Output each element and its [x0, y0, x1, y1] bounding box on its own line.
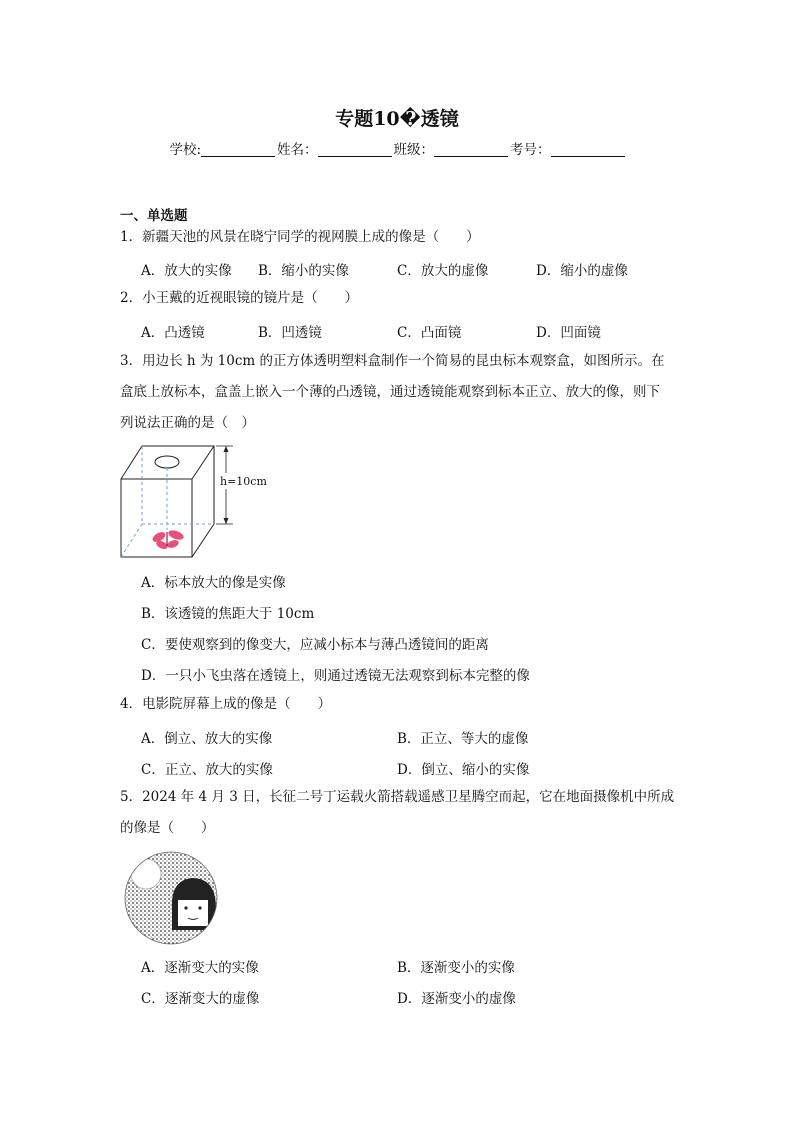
q5-option-a[interactable]: A．逐渐变大的实像	[141, 960, 259, 976]
name-label: 姓名：	[277, 142, 318, 158]
q4-option-b[interactable]: B．正立、等大的虚像	[397, 731, 529, 747]
question-5-stem-line-2: 的像是（ ）	[120, 820, 215, 836]
dimension-label: h=10cm	[220, 475, 267, 488]
school-label: 学校:	[169, 142, 202, 158]
q4-option-a[interactable]: A．倒立、放大的实像	[141, 731, 273, 747]
question-3-stem-line-1: 3．用边长 h 为 10cm 的正方体透明塑料盒制作一个简易的昆虫标本观察盒，如图所示。在	[120, 353, 665, 369]
q3-option-b[interactable]: B．该透镜的焦距大于 10cm	[141, 606, 315, 622]
exam-number-blank[interactable]	[551, 142, 625, 157]
question-3-stem-line-3: 列说法正确的是（ ）	[120, 415, 255, 431]
question-4-stem: 4．电影院屏幕上成的像是（ ）	[120, 696, 332, 712]
q1-option-a[interactable]: A．放大的实像	[141, 263, 232, 279]
page-title: 专题10�透镜	[335, 108, 459, 130]
question-2-stem: 2．小王戴的近视眼镜的镜片是（ ）	[120, 290, 359, 306]
q2-option-a[interactable]: A．凸透镜	[141, 325, 205, 341]
insect-box-figure	[118, 440, 278, 562]
name-blank[interactable]	[318, 142, 392, 157]
class-blank[interactable]	[434, 142, 508, 157]
q1-option-b[interactable]: B．缩小的实像	[258, 263, 349, 279]
q3-option-d[interactable]: D．一只小飞虫落在透镜上，则通过透镜无法观察到标本完整的像	[141, 668, 530, 684]
q1-option-c[interactable]: C．放大的虚像	[397, 263, 489, 279]
q3-option-a[interactable]: A．标本放大的像是实像	[141, 575, 286, 591]
student-info-line	[0, 138, 794, 158]
section-title: 一、单选题	[120, 208, 188, 224]
q2-option-d[interactable]: D．凹面镜	[536, 325, 601, 341]
q5-option-c[interactable]: C．逐渐变大的虚像	[141, 991, 260, 1007]
class-label: 班级：	[393, 142, 435, 158]
person-face-icon	[172, 878, 216, 930]
camera-image-figure	[120, 850, 222, 946]
question-3-stem-line-2: 盒底上放标本，盒盖上嵌入一个薄的凸透镜，通过透镜能观察到标本正立、放大的像，则下	[120, 384, 660, 400]
q2-option-b[interactable]: B．凹透镜	[258, 325, 322, 341]
sun-shape	[131, 859, 161, 889]
exam-number-label: 考号：	[510, 142, 551, 158]
question-1-stem: 1．新疆天池的风景在晓宁同学的视网膜上成的像是（ ）	[120, 229, 480, 245]
school-blank[interactable]	[201, 142, 275, 157]
q5-option-b[interactable]: B．逐渐变小的实像	[397, 960, 515, 976]
q1-option-d[interactable]: D．缩小的虚像	[536, 263, 628, 279]
q5-option-d[interactable]: D．逐渐变小的虚像	[397, 991, 516, 1007]
lens-ellipse	[155, 456, 179, 468]
question-5-stem-line-1: 5．2024 年 4 月 3 日，长征二号丁运载火箭搭载遥感卫星腾空而起，它在地面摄像机中所成	[120, 789, 675, 805]
q3-option-c[interactable]: C．要使观察到的像变大，应减小标本与薄凸透镜间的距离	[141, 637, 489, 653]
q4-option-c[interactable]: C．正立、放大的实像	[141, 762, 273, 778]
butterfly-icon	[151, 529, 185, 551]
q4-option-d[interactable]: D．倒立、缩小的实像	[397, 762, 530, 778]
q2-option-c[interactable]: C．凸面镜	[397, 325, 462, 341]
